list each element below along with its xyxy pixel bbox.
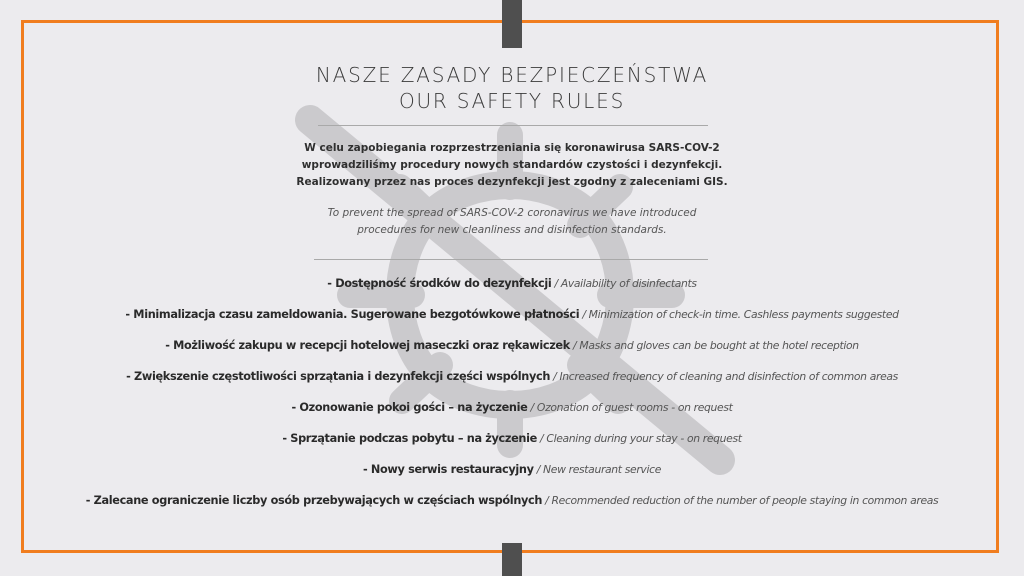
list-item: [0, 330, 1024, 361]
intro-english-line: To prevent the spread of SARS-COV-2 coronavirus we have introduced: [327, 207, 697, 219]
rule-text-polish: - Dostępność środków do dezynfekcji: [327, 277, 552, 290]
rule-text-english: / New restaurant service: [533, 463, 661, 476]
top-hanger-tab: [502, 0, 522, 48]
intro-polish-line: Realizowany przez nas proces dezynfekcji jest zgodny z zaleceniami GIS.: [296, 176, 728, 188]
title-english: OUR SAFETY RULES: [398, 89, 626, 113]
rule-text-english: / Cleaning during your stay - on request: [536, 432, 742, 445]
title-divider: [318, 125, 708, 126]
rule-text-english: / Availability of disinfectants: [551, 277, 697, 290]
bottom-hanger-tab: [502, 543, 522, 576]
list-item: [0, 299, 1024, 330]
intro-divider: [314, 259, 708, 260]
rule-text-english: / Ozonation of guest rooms - on request: [527, 401, 733, 414]
rule-text-polish: - Możliwość zakupu w recepcji hotelowej maseczki oraz rękawiczek: [165, 339, 570, 352]
rule-text-english: / Recommended reduction of the number of people staying in common areas: [542, 494, 939, 507]
list-item: [0, 454, 1024, 485]
rule-text-polish: - Minimalizacja czasu zameldowania. Sugerowane bezgotówkowe płatności: [125, 308, 580, 321]
intro-english-line: procedures for new cleanliness and disinfection standards.: [357, 224, 667, 236]
rule-text-polish: - Zwiększenie częstotliwości sprzątania i dezynfekcji części wspólnych: [126, 370, 551, 383]
list-item: [0, 423, 1024, 454]
intro-english: [0, 205, 1024, 239]
list-item: [0, 392, 1024, 423]
list-item: [0, 361, 1024, 392]
title-polish: NASZE ZASADY BEZPIECZEŃSTWA: [315, 63, 709, 87]
rule-text-polish: - Ozonowanie pokoi gości – na życzenie: [291, 401, 528, 414]
rule-text-english: / Minimization of check-in time. Cashless payments suggested: [579, 308, 899, 321]
rules-list: [0, 268, 1024, 516]
rule-text-polish: - Zalecane ograniczenie liczby osób przebywających w częściach wspólnych: [85, 494, 543, 507]
list-item: [0, 268, 1024, 299]
intro-polish: [0, 140, 1024, 191]
rule-text-polish: - Sprzątanie podczas pobytu – na życzenie: [282, 432, 537, 445]
intro-polish-line: W celu zapobiegania rozprzestrzeniania się koronawirusa SARS-COV-2: [304, 142, 720, 154]
rule-text-english: / Increased frequency of cleaning and disinfection of common areas: [550, 370, 898, 383]
rule-text-polish: - Nowy serwis restauracyjny: [363, 463, 534, 476]
list-item: [0, 485, 1024, 516]
rule-text-english: / Masks and gloves can be bought at the hotel reception: [569, 339, 859, 352]
intro-polish-line: wprowadziliśmy procedury nowych standardów czystości i dezynfekcji.: [301, 159, 723, 171]
